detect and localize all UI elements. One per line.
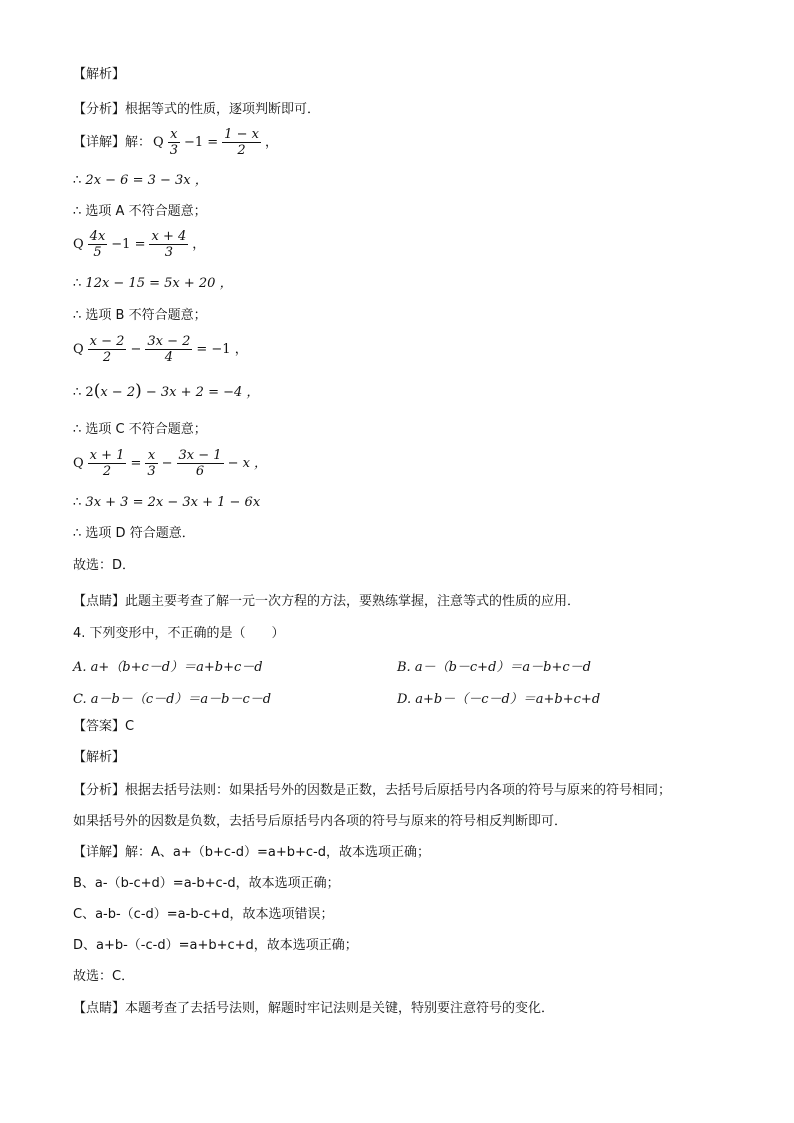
fraction: $\frac{x + 1}{2}$ — [89, 448, 125, 479]
fraction: $\frac{x}{3}$ — [169, 127, 178, 158]
detail-line-b: B、a-（b-c+d）=a-b+c-d，故本选项正确； — [73, 876, 340, 891]
result-d: ∴ 3x + 3 = 2x − 3x + 1 − 6x — [73, 495, 261, 510]
eq-c: Q $\frac{x - 2}{2}$ − $\frac{3x - 2}{4}$ = −1 ， — [73, 334, 248, 365]
option-b-conclusion: ∴ 选项 B 不符合题意； — [73, 308, 207, 323]
detail-line-d: D、a+b-（-c-d）=a+b+c+d，故本选项正确； — [73, 938, 358, 953]
choice-d: 故选：D． — [73, 558, 136, 573]
analysis-text: 【分析】根据等式的性质，逐项判断即可． — [73, 102, 321, 117]
question-4-stem: 4. 下列变形中，不正确的是（ ） — [73, 626, 285, 641]
answer: 【答案】C — [73, 719, 135, 734]
analysis-text-2a: 【分析】根据去括号法则：如果括号外的因数是正数，去括号后原括号内各项的符号与原来的符号相同； — [73, 783, 672, 798]
jiexi-heading-2: 【解析】 — [73, 750, 126, 765]
fraction: $\frac{1 - x}{2}$ — [224, 127, 259, 158]
result-a: ∴ 2x − 6 = 3 − 3x ， — [73, 173, 208, 188]
fraction: $\frac{x - 2}{2}$ — [89, 334, 125, 365]
fraction: $\frac{4x}{5}$ — [89, 229, 106, 260]
option-b: B. a－（b－c+d）＝a－b+c－d — [397, 660, 591, 675]
jiexi-heading: 【解析】 — [73, 67, 126, 82]
detail-prefix: 【详解】解： — [73, 134, 152, 150]
option-a-conclusion: ∴ 选项 A 不符合题意； — [73, 204, 207, 219]
result-b: ∴ 12x − 15 = 5x + 20 ， — [73, 276, 233, 291]
because-symbol: Q — [153, 134, 164, 150]
option-c-conclusion: ∴ 选项 C 不符合题意； — [73, 422, 207, 437]
eq-b: Q $\frac{4x}{5}$ −1 = $\frac{x + 4}{3}$ ， — [73, 229, 206, 260]
fraction: $\frac{x + 4}{3}$ — [151, 229, 187, 260]
eq-d: Q $\frac{x + 1}{2}$ = $\frac{x}{3}$ − $\frac{3x - 1}{6}$ − x ， — [73, 448, 268, 479]
option-c: C. a－b－（c－d）＝a－b－c－d — [73, 692, 272, 707]
comment-1: 【点睛】此题主要考查了解一元一次方程的方法，要熟练掌握，注意等式的性质的应用． — [73, 594, 581, 609]
result-c: ∴ 2(x − 2) − 3x + 2 = −4 ， — [73, 381, 260, 401]
analysis-text-2b: 如果括号外的因数是负数，去括号后原括号内各项的符号与原来的符号相反判断即可． — [73, 814, 568, 829]
comment-2: 【点睛】本题考查了去括号法则，解题时牢记法则是关键，特别要注意符号的变化． — [73, 1001, 555, 1016]
option-a: A. a+（b+c－d）＝a+b+c－d — [73, 660, 263, 675]
option-d-conclusion: ∴ 选项 D 符合题意． — [73, 526, 195, 541]
detail-eq-a: 【详解】解： Q $\frac{x}{3}$ −1 = $\frac{1 - x}{2}$ ， — [73, 127, 278, 158]
fraction: $\frac{3x - 2}{4}$ — [147, 334, 191, 365]
fraction: $\frac{x}{3}$ — [147, 448, 156, 479]
choice-c: 故选：C． — [73, 969, 135, 984]
fraction: $\frac{3x - 1}{6}$ — [178, 448, 222, 479]
option-d: D. a+b－（－c－d）＝a+b+c+d — [397, 692, 601, 707]
detail-line-c: C、a-b-（c-d）=a-b-c+d，故本选项错误； — [73, 907, 334, 922]
detail-line-a: 【详解】解：A、a+（b+c-d）=a+b+c-d，故本选项正确； — [73, 845, 430, 860]
